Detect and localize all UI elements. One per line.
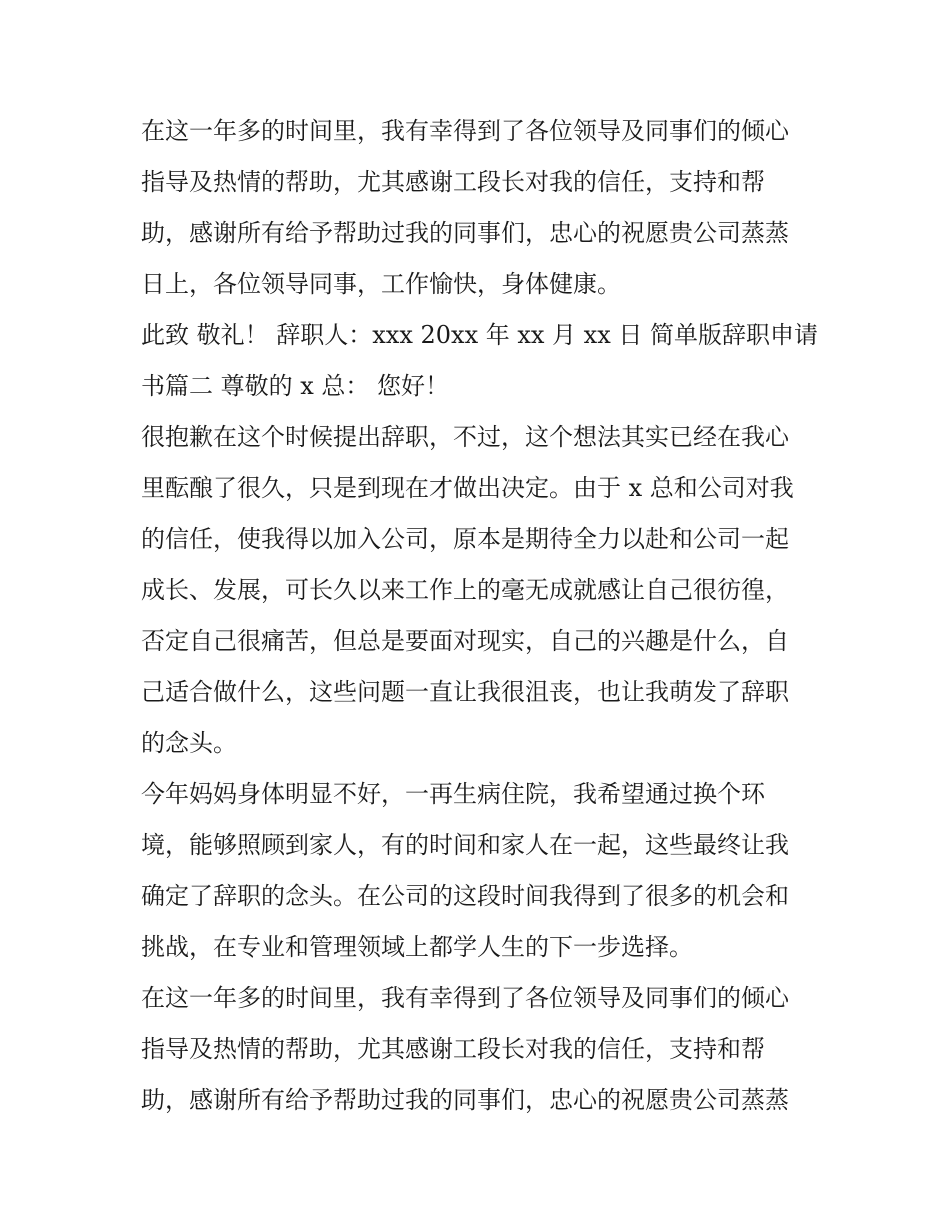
text-line-12: 己适合做什么，这些问题一直让我很沮丧，也让我萌发了辞职 <box>141 678 789 706</box>
text-line-14: 今年妈妈身体明显不好，一再生病住院，我希望通过换个环 <box>141 780 765 808</box>
text-line-1: 在这一年多的时间里，我有幸得到了各位领导及同事们的倾心 <box>141 117 789 145</box>
text-line-6: 书篇二 尊敬的 x 总： 您好！ <box>141 372 450 400</box>
text-line-19: 指导及热情的帮助，尤其感谢工段长对我的信任，支持和帮 <box>141 1035 765 1063</box>
document-body <box>141 106 819 1126</box>
text-line-5: 此致 敬礼！ 辞职人：xxx 20xx 年 xx 月 xx 日 简单版辞职申请 <box>141 321 819 349</box>
text-line-18: 在这一年多的时间里，我有幸得到了各位领导及同事们的倾心 <box>141 984 789 1012</box>
text-line-10: 成长、发展，可长久以来工作上的毫无成就感让自己很彷徨， <box>141 576 789 604</box>
text-line-2: 指导及热情的帮助，尤其感谢工段长对我的信任，支持和帮 <box>141 168 765 196</box>
text-line-4: 日上，各位领导同事，工作愉快，身体健康。 <box>141 270 621 298</box>
text-line-13: 的念头。 <box>141 729 237 757</box>
text-line-17: 挑战，在专业和管理领域上都学人生的下一步选择。 <box>141 933 693 961</box>
text-line-15: 境，能够照顾到家人，有的时间和家人在一起，这些最终让我 <box>141 831 789 859</box>
text-line-9: 的信任，使我得以加入公司，原本是期待全力以赴和公司一起 <box>141 525 789 553</box>
text-line-8: 里酝酿了很久，只是到现在才做出决定。由于 x 总和公司对我 <box>141 474 794 502</box>
text-line-3: 助，感谢所有给予帮助过我的同事们，忠心的祝愿贵公司蒸蒸 <box>141 219 789 247</box>
text-line-20: 助，感谢所有给予帮助过我的同事们，忠心的祝愿贵公司蒸蒸 <box>141 1086 789 1114</box>
text-line-7: 很抱歉在这个时候提出辞职，不过，这个想法其实已经在我心 <box>141 423 789 451</box>
text-line-16: 确定了辞职的念头。在公司的这段时间我得到了很多的机会和 <box>141 882 789 910</box>
text-line-11: 否定自己很痛苦，但总是要面对现实，自己的兴趣是什么，自 <box>141 627 789 655</box>
